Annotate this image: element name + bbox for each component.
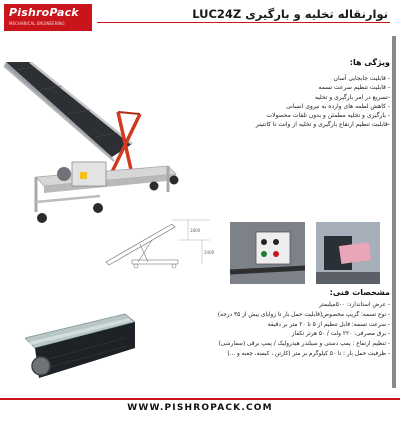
specs-list (150, 301, 390, 360)
brand-name: PishroPack (9, 6, 79, 19)
spec-item: - سرعت تسمه: قابل تنظیم از ۵ تا ۲۰ متر بر دقیقه (267, 321, 390, 328)
feature-item: -قابلیت تنظیم ارتفاع بارگیری و تخلیه از وانت تا کانتینر (255, 121, 390, 129)
belt-detail-photo (316, 222, 380, 284)
spec-item: - ظرفیت حمل بار : تا ۵۰ کیلوگرم بر متر (کارتن ، کیسه، جعبه و ...) (227, 350, 390, 357)
conveyor-photo (0, 62, 195, 230)
header-divider (97, 22, 390, 23)
website-link[interactable]: WWW.PISHROPACK.COM (127, 403, 273, 413)
side-accent-bar (392, 36, 396, 388)
brand-tagline: MECHANICAL ENGINEERING (9, 21, 65, 26)
features-heading: ویژگی ها: (349, 58, 390, 67)
footer-divider (0, 398, 400, 400)
feature-item: - قابلیت جابجایی آسان (333, 75, 390, 82)
dimension-lower: 2400 (204, 250, 215, 255)
spec-item: - برق مصرفی: ۲۲۰ ولت / ۵۰ هرتز تکفاز (291, 331, 390, 338)
dimension-upper: 1800 (190, 228, 201, 233)
features-list (190, 74, 390, 130)
control-box-photo (230, 222, 305, 284)
spec-item: - نوع تسمه: گریپ مخصوص(قابلیت حمل بار تا زوایای بیش از ۳۵ درجه) (217, 311, 390, 318)
feature-item: - کاهش لطمه های وارده به نیروی انسانی (286, 102, 390, 110)
feature-item: - قابلیت تنظیم سرعت تسمه (318, 84, 390, 92)
feature-item: - بارگیری و تخلیه مطمئن و بدون تلفات محصولات (266, 112, 390, 120)
belt-closeup-photo (25, 308, 135, 386)
page-title: نوارنقاله تخلیه و بارگیری LUC24Z (192, 7, 388, 21)
specs-heading: مشخصات فنی: (329, 288, 390, 297)
brand-logo (4, 4, 92, 31)
feature-item: -تسریع در امر بارگیری و تخلیه (314, 93, 390, 101)
spec-item: - عرض استاندارد: ۵۰۰میلیمتر (318, 302, 390, 308)
spec-item: - تنظیم ارتفاع : پمپ دستی و سیلندر هیدرولیک / پمپ برقی (سفارشی) (218, 341, 390, 348)
conveyor-illustration (0, 62, 195, 230)
technical-drawing (98, 214, 218, 270)
